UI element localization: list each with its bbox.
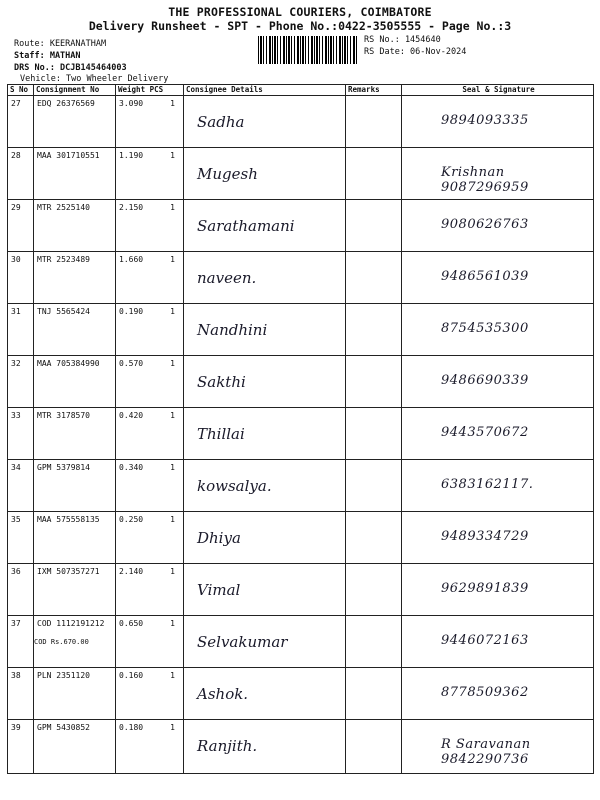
weight: 0.340 <box>119 463 144 472</box>
row-sno: 37 <box>8 616 34 668</box>
col-consignment: Consignment No <box>34 85 116 96</box>
signature: 9486690339 <box>441 373 529 388</box>
row-consignment <box>34 512 116 564</box>
row-sno: 31 <box>8 304 34 356</box>
consignment-no: GPM 5430852 <box>37 723 90 732</box>
signature: 6383162117. <box>441 477 534 492</box>
consignee-name: Nandhini <box>197 321 268 339</box>
table-header-row <box>8 85 594 96</box>
row-consignment <box>34 668 116 720</box>
barcode <box>258 36 358 64</box>
row-remarks <box>346 200 402 252</box>
consignee-name: Ashok. <box>197 685 249 703</box>
signature: 8778509362 <box>441 685 529 700</box>
weight: 0.250 <box>119 515 144 524</box>
weight: 0.650 <box>119 619 144 628</box>
row-remarks <box>346 720 402 774</box>
row-remarks <box>346 460 402 512</box>
weight: 0.180 <box>119 723 144 732</box>
row-consignee <box>184 200 346 252</box>
table-row <box>8 356 594 408</box>
weight: 0.570 <box>119 359 144 368</box>
weight: 1.660 <box>119 255 144 264</box>
col-seal: Seal & Signature <box>402 85 594 96</box>
vehicle: Vehicle: Two Wheeler Delivery <box>20 74 169 84</box>
row-consignee <box>184 408 346 460</box>
row-consignment <box>34 200 116 252</box>
consignment-no: GPM 5379814 <box>37 463 90 472</box>
row-weight-pcs <box>116 460 184 512</box>
consignee-name: Sadha <box>197 113 245 131</box>
col-remarks: Remarks <box>346 85 402 96</box>
row-signature <box>402 512 594 564</box>
row-consignee <box>184 512 346 564</box>
consignment-no: MAA 575558135 <box>37 515 100 524</box>
row-sno: 35 <box>8 512 34 564</box>
row-remarks <box>346 408 402 460</box>
signature: 9080626763 <box>441 217 529 232</box>
row-weight-pcs <box>116 616 184 668</box>
consignee-name: Sakthi <box>197 373 246 391</box>
row-consignee <box>184 720 346 774</box>
staff: Staff: MATHAN <box>14 51 81 61</box>
runsheet-subtitle: Delivery Runsheet - SPT - Phone No.:0422-3505555 - Page No.:3 <box>88 19 512 33</box>
table-row <box>8 252 594 304</box>
row-consignment <box>34 460 116 512</box>
row-sno: 30 <box>8 252 34 304</box>
consignee-name: Ranjith. <box>197 737 258 755</box>
row-weight-pcs <box>116 200 184 252</box>
row-consignee <box>184 460 346 512</box>
row-weight-pcs <box>116 720 184 774</box>
row-weight-pcs <box>116 356 184 408</box>
table-row <box>8 304 594 356</box>
row-consignee <box>184 252 346 304</box>
row-remarks <box>346 96 402 148</box>
row-consignee <box>184 616 346 668</box>
table-row <box>8 720 594 774</box>
signature: 9894093335 <box>441 113 529 128</box>
row-signature <box>402 148 594 200</box>
signature: R Saravanan 9842290736 <box>441 737 531 767</box>
row-sno: 34 <box>8 460 34 512</box>
col-weight: Weight <box>118 85 146 94</box>
pcs: 1 <box>170 619 175 628</box>
table-row <box>8 668 594 720</box>
table-row <box>8 148 594 200</box>
consignee-name: Mugesh <box>197 165 258 183</box>
signature: 9443570672 <box>441 425 529 440</box>
row-sno: 38 <box>8 668 34 720</box>
drs-number: DRS No.: DCJB145464003 <box>14 63 127 73</box>
row-remarks <box>346 512 402 564</box>
row-signature <box>402 616 594 668</box>
pcs: 1 <box>170 515 175 524</box>
row-sno: 39 <box>8 720 34 774</box>
row-sno: 36 <box>8 564 34 616</box>
row-weight-pcs <box>116 252 184 304</box>
row-weight-pcs <box>116 304 184 356</box>
pcs: 1 <box>170 99 175 108</box>
pcs: 1 <box>170 411 175 420</box>
weight: 2.150 <box>119 203 144 212</box>
table-row <box>8 96 594 148</box>
row-consignee <box>184 564 346 616</box>
row-sno: 27 <box>8 96 34 148</box>
consignment-no: IXM 507357271 <box>37 567 100 576</box>
table-row <box>8 512 594 564</box>
weight: 0.420 <box>119 411 144 420</box>
signature: 9629891839 <box>441 581 529 596</box>
row-weight-pcs <box>116 668 184 720</box>
row-signature <box>402 200 594 252</box>
consignment-no: MTR 2523489 <box>37 255 90 264</box>
row-signature <box>402 356 594 408</box>
row-consignment <box>34 356 116 408</box>
cod-amount: COD Rs.670.00 <box>34 638 89 646</box>
table-row <box>8 564 594 616</box>
consignment-no: MAA 705384990 <box>37 359 100 368</box>
consignment-no: MTR 2525140 <box>37 203 90 212</box>
row-weight-pcs <box>116 512 184 564</box>
company-title: THE PROFESSIONAL COURIERS, COIMBATORE <box>168 5 432 19</box>
weight: 3.090 <box>119 99 144 108</box>
consignment-no: COD 1112191212 <box>37 619 105 628</box>
weight: 1.190 <box>119 151 144 160</box>
weight: 0.190 <box>119 307 144 316</box>
col-sno: S No <box>8 85 34 96</box>
col-consignee: Consignee Details <box>184 85 346 96</box>
row-remarks <box>346 304 402 356</box>
consignment-no: MTR 3178570 <box>37 411 90 420</box>
table-row <box>8 200 594 252</box>
pcs: 1 <box>170 567 175 576</box>
col-pcs: PCS <box>149 85 164 94</box>
row-signature <box>402 96 594 148</box>
signature: 9486561039 <box>441 269 529 284</box>
row-signature <box>402 252 594 304</box>
row-signature <box>402 460 594 512</box>
table-row <box>8 408 594 460</box>
row-signature <box>402 408 594 460</box>
pcs: 1 <box>170 255 175 264</box>
row-remarks <box>346 564 402 616</box>
weight: 2.140 <box>119 567 144 576</box>
row-weight-pcs <box>116 408 184 460</box>
consignee-name: Thillai <box>197 425 245 443</box>
pcs: 1 <box>170 151 175 160</box>
table-row <box>8 460 594 512</box>
row-consignment <box>34 564 116 616</box>
row-consignment <box>34 304 116 356</box>
pcs: 1 <box>170 671 175 680</box>
consignment-no: EDQ 26376569 <box>37 99 95 108</box>
row-consignee <box>184 356 346 408</box>
row-weight-pcs <box>116 96 184 148</box>
pcs: 1 <box>170 723 175 732</box>
signature: 8754535300 <box>441 321 529 336</box>
row-consignment <box>34 252 116 304</box>
row-sno: 29 <box>8 200 34 252</box>
consignment-no: MAA 301710551 <box>37 151 100 160</box>
row-consignment <box>34 408 116 460</box>
col-weight-pcs <box>116 85 184 96</box>
pcs: 1 <box>170 463 175 472</box>
runsheet-table <box>7 84 594 774</box>
table-row <box>8 616 594 668</box>
row-consignee <box>184 668 346 720</box>
consignee-name: naveen. <box>197 269 257 287</box>
rs-date: RS Date: 06-Nov-2024 <box>364 47 467 57</box>
consignment-no: PLN 2351120 <box>37 671 90 680</box>
consignee-name: Vimal <box>197 581 241 599</box>
consignee-name: kowsalya. <box>197 477 272 495</box>
consignee-name: Dhiya <box>197 529 241 547</box>
route: Route: KEERANATHAM <box>14 39 107 49</box>
row-sno: 32 <box>8 356 34 408</box>
row-sno: 28 <box>8 148 34 200</box>
consignee-name: Sarathamani <box>197 217 295 235</box>
rs-number: RS No.: 1454640 <box>364 35 441 45</box>
row-weight-pcs <box>116 148 184 200</box>
row-consignee <box>184 304 346 356</box>
row-consignee <box>184 148 346 200</box>
signature: Krishnan 9087296959 <box>441 165 529 195</box>
row-sno: 33 <box>8 408 34 460</box>
row-signature <box>402 564 594 616</box>
row-remarks <box>346 616 402 668</box>
row-remarks <box>346 252 402 304</box>
weight: 0.160 <box>119 671 144 680</box>
signature: 9489334729 <box>441 529 529 544</box>
row-consignment <box>34 616 116 668</box>
row-remarks <box>346 356 402 408</box>
row-consignment <box>34 720 116 774</box>
row-consignee <box>184 96 346 148</box>
row-signature <box>402 720 594 774</box>
row-weight-pcs <box>116 564 184 616</box>
signature: 9446072163 <box>441 633 529 648</box>
consignment-no: TNJ 5565424 <box>37 307 90 316</box>
row-consignment <box>34 96 116 148</box>
pcs: 1 <box>170 203 175 212</box>
pcs: 1 <box>170 307 175 316</box>
pcs: 1 <box>170 359 175 368</box>
row-signature <box>402 668 594 720</box>
row-remarks <box>346 148 402 200</box>
row-signature <box>402 304 594 356</box>
consignee-name: Selvakumar <box>197 633 288 651</box>
row-remarks <box>346 668 402 720</box>
row-consignment <box>34 148 116 200</box>
